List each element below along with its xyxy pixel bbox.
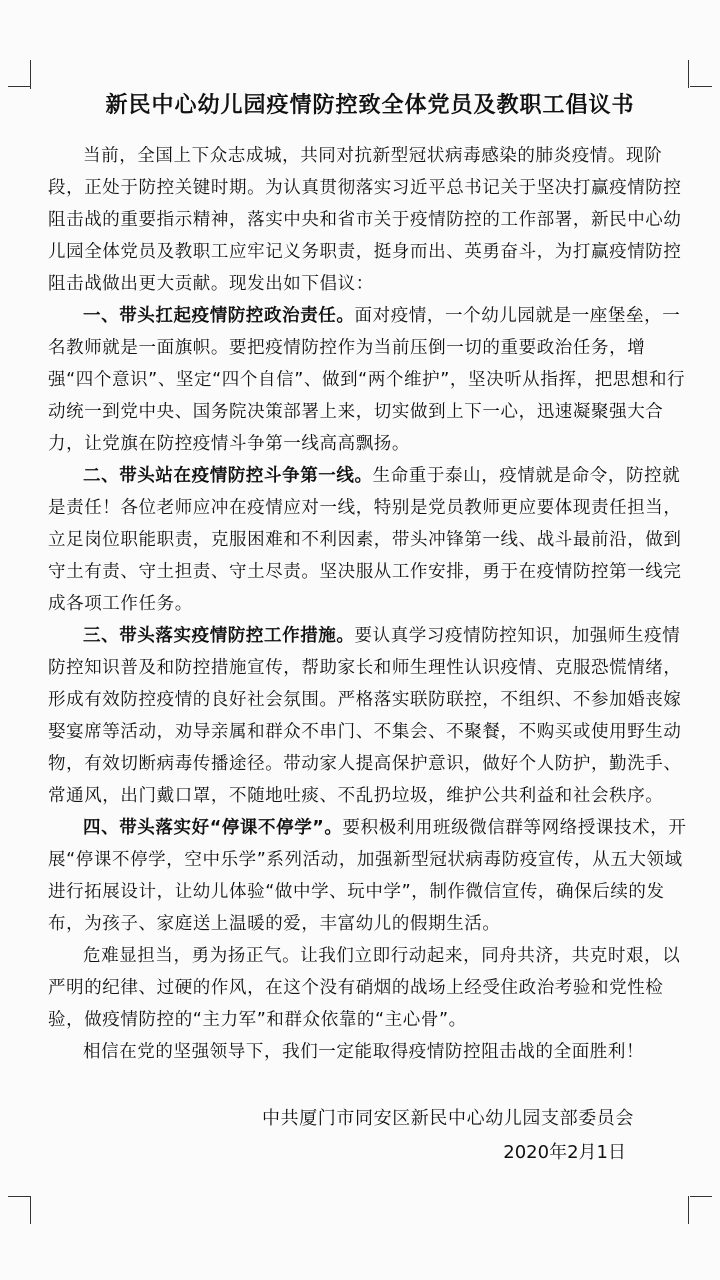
section-heading-3: 三、带头落实疫情防控工作措施。 [83, 626, 355, 646]
intro-paragraph: 当前，全国上下众志成城，共同对抗新型冠状病毒感染的肺炎疫情。现阶段，正处于防控关键时期。为认真贯彻落实习近平总书记关于坚决打赢疫情防控阻击战的重要指示精神，落实中央和省市关于疫情防控的工作部署，新民中心幼儿园全体党员及教职工应牢记义务职责，挺身而出、英勇奋斗，为打赢疫情防控阻击战做出更大贡献。现发出如下倡议： [48, 146, 682, 294]
section-paragraph-4 [48, 812, 688, 940]
section-text-2: 生命重于泰山，疫情就是命令，防控就是责任！各位老师应冲在疫情应对一线，特别是党员教师更应要体现责任担当，立足岗位职能职责，克服困难和不利因素，带头冲锋第一线、战斗最前沿，做到守土有责、守土担责、守土尽责。坚决服从工作安排，勇于在疫情防控第一线完成各项工作任务。 [48, 466, 682, 614]
crop-mark-bottom-right-horizontal [690, 1196, 712, 1197]
section-text-1: 面对疫情，一个幼儿园就是一座堡垒，一名教师就是一面旗帜。要把疫情防控作为当前压倒一切的重要政治任务，增强“四个意识”、坚定“四个自信”、做到“两个维护”，坚决听从指挥，把思想和行动统一到党中央、国务院决策部署上来，切实做到上下一心，迅速凝聚强大合力，让党旗在防控疫情斗争第一线高高飘扬。 [48, 306, 686, 454]
signature-date: 2020年2月1日 [503, 1142, 626, 1163]
closing-paragraph-1: 危难显担当，勇为扬正气。让我们立即行动起来，同舟共济，共克时艰，以严明的纪律、过硬的作风，在这个没有硝烟的战场上经受住政治考验和党性检验，做疫情防控的“主力军”和群众依靠的“主心骨”。 [48, 946, 681, 1030]
section-paragraph-1 [48, 300, 688, 460]
signature-org: 中共厦门市同安区新民中心幼儿园支部委员会 [262, 1108, 634, 1129]
section-heading-4: 四、带头落实好“停课不停学”。 [83, 818, 343, 838]
crop-mark-bottom-right [688, 1196, 689, 1224]
section-paragraph-2 [48, 460, 688, 620]
section-paragraph-3 [48, 620, 688, 812]
crop-mark-top-right-horizontal [690, 86, 712, 87]
section-heading-1: 一、带头扛起疫情防控政治责任。 [83, 306, 355, 326]
crop-mark-top-right [688, 60, 689, 88]
section-text-4: 要积极利用班级微信群等网络授课技术，开展“停课不停学，空中乐学”系列活动，加强新型冠状病毒防疫宣传，从五大领域进行拓展设计，让幼儿体验“做中学、玩中学”，制作微信宣传，确保后续的发布，为孩子、家庭送上温暖的爱，丰富幼儿的假期生活。 [48, 818, 687, 934]
crop-mark-bottom-left-horizontal [8, 1196, 30, 1197]
crop-mark-top-left-horizontal [8, 86, 30, 87]
closing-paragraph-2: 相信在党的坚强领导下，我们一定能取得疫情防控阻击战的全面胜利！ [83, 1042, 645, 1062]
crop-mark-bottom-left [30, 1196, 31, 1224]
section-text-3: 要认真学习疫情防控知识，加强师生疫情防控知识普及和防控措施宣传，帮助家长和师生理性认识疫情、克服恐慌情绪，形成有效防控疫情的良好社会氛围。严格落实联防联控，不组织、不参加婚丧嫁娶宴席等活动，劝导亲属和群众不串门、不集会、不聚餐，不购买或使用野生动物，有效切断病毒传播途径。带动家人提高保护意识，做好个人防护，勤洗手、常通风，出门戴口罩，不随地吐痰、不乱扔垃圾，维护公共利益和社会秩序。 [48, 626, 682, 806]
crop-mark-top-left [30, 60, 31, 89]
section-heading-2: 二、带头站在疫情防控斗争第一线。 [83, 466, 373, 486]
document-body [48, 140, 688, 1068]
document-title: 新民中心幼儿园疫情防控致全体党员及教职工倡议书 [105, 93, 635, 118]
